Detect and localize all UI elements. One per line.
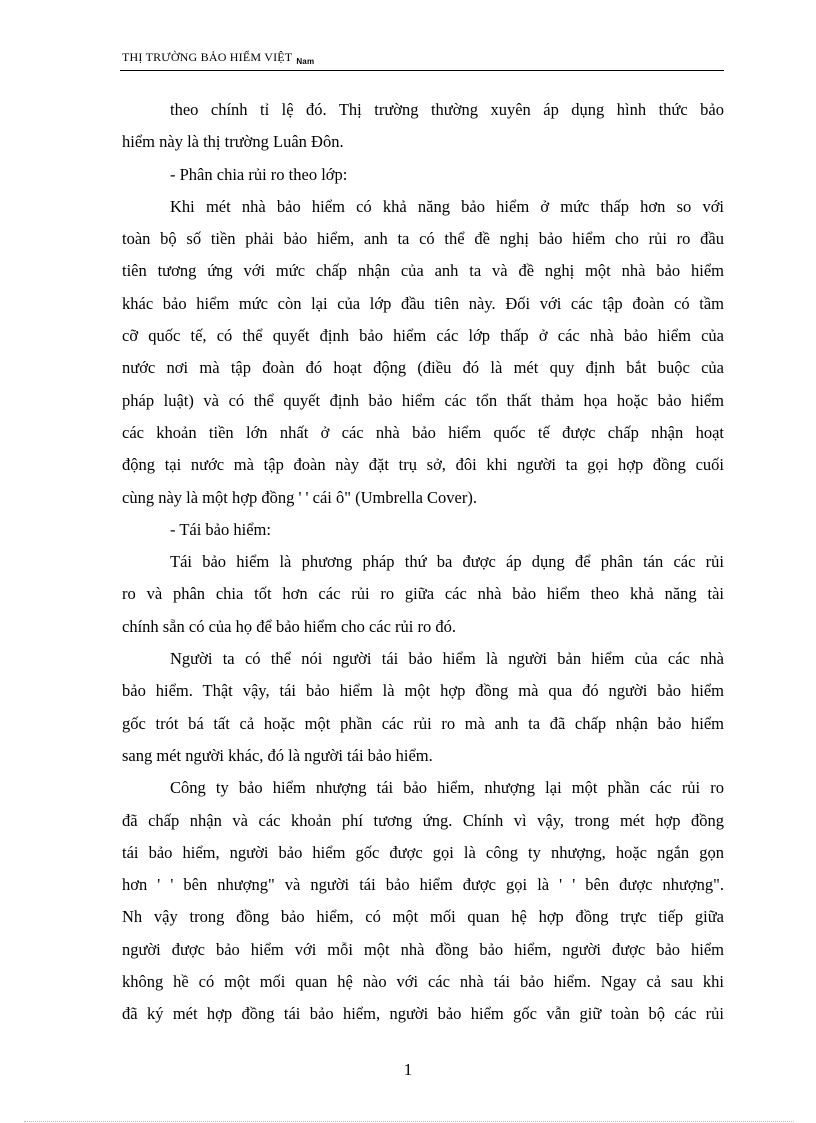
- text-line: Công ty bảo hiểm nhượng tái bảo hiểm, nhượng lại một phần các rủi ro: [170, 778, 724, 798]
- text-line: - Phân chia rủi ro theo lớp:: [170, 164, 348, 184]
- text-line: theo chính tỉ lệ đó. Thị trường thường xuyên áp dụng hình thức bảo: [170, 100, 724, 119]
- document-body: [122, 94, 724, 1031]
- text-line: hơn ' ' bên nhượng" và người tái bảo hiểm được gọi là ' ' bên được nhượng".: [122, 875, 724, 895]
- paragraph: [122, 643, 724, 772]
- text-line: người được bảo hiểm với mỗi một nhà đồng bảo hiểm, người được bảo hiểm: [122, 939, 724, 959]
- paragraph: [122, 159, 724, 191]
- text-line: tái bảo hiểm, người bảo hiểm gốc được gọi là công ty nhượng, hoặc ngắn gọn: [122, 842, 724, 862]
- text-line: Tái bảo hiểm là phương pháp thứ ba được áp dụng để phân tán các rủi: [170, 552, 724, 572]
- text-line: cỡ quốc tế, có thể quyết định bảo hiểm các lớp thấp ở các nhà bảo hiểm của: [122, 326, 724, 346]
- text-line: bảo hiểm. Thật vậy, tái bảo hiểm là một hợp đồng mà qua đó người bảo hiểm: [122, 681, 724, 701]
- text-line: pháp luật) và có thể quyết định bảo hiểm các tổn thất thảm họa hoặc bảo hiểm: [122, 390, 724, 410]
- text-line: động tại nước mà tập đoàn này đặt trụ sở, đôi khi người ta gọi hợp đồng cuối: [122, 455, 724, 475]
- text-line: Khi mét nhà bảo hiểm có khả năng bảo hiểm ở mức thấp hơn so với: [170, 196, 724, 216]
- text-line: gốc trót bá tất cả hoặc một phần các rủi ro mà anh ta đã chấp nhận bảo hiểm: [122, 713, 724, 733]
- paragraph: [122, 546, 724, 643]
- paragraph: [122, 94, 724, 159]
- text-line: các khoản tiền lớn nhất ở các nhà bảo hiểm quốc tế được chấp nhận hoạt: [122, 422, 724, 442]
- text-line: Người ta có thể nói người tái bảo hiểm là người bản hiểm của các nhà: [170, 649, 724, 669]
- header-rule: [120, 70, 724, 71]
- paragraph: [122, 191, 724, 514]
- running-header: [122, 50, 314, 65]
- text-line: hiểm này là thị trường Luân Đôn.: [122, 132, 344, 152]
- text-line: đã ký mét hợp đồng tái bảo hiểm, người bảo hiểm gốc vẫn giữ toàn bộ các rủi: [122, 1004, 724, 1024]
- page-number: 1: [403, 1060, 413, 1079]
- text-line: nước nơi mà tập đoàn đó hoạt động (điều đó là mét quy định bắt buộc của: [122, 358, 724, 378]
- page-bottom-border: [24, 1121, 794, 1122]
- paragraph: [122, 514, 724, 546]
- text-line: Nh vậy trong đồng bảo hiểm, có một mối quan hệ hợp đồng trực tiếp giữa: [122, 907, 724, 927]
- text-line: ro và phân chia tốt hơn các rủi ro giữa các nhà bảo hiểm theo khả năng tài: [122, 584, 724, 604]
- text-line: tiên tương ứng với mức chấp nhận của anh ta và đề nghị một nhà bảo hiểm: [122, 261, 724, 281]
- text-line: đã chấp nhận và các khoản phí tương ứng. Chính vì vậy, trong mét hợp đồng: [122, 810, 724, 830]
- text-line: toàn bộ số tiền phải bảo hiểm, anh ta có thể đề nghị bảo hiểm cho rủi ro đầu: [122, 229, 724, 249]
- text-line: khác bảo hiểm mức còn lại của lớp đầu tiên này. Đối với các tập đoàn có tầm: [122, 293, 724, 313]
- text-line: sang mét người khác, đó là người tái bảo hiểm.: [122, 745, 433, 765]
- header-tail: Nam: [296, 57, 315, 66]
- text-line: cùng này là một hợp đồng ' ' cái ô" (Umbrella Cover).: [122, 487, 477, 507]
- text-line: không hề có một mối quan hệ nào với các nhà tái bảo hiểm. Ngay cả sau khi: [122, 972, 724, 992]
- text-line: chính sẵn có của họ để bảo hiểm cho các rủi ro đó.: [122, 616, 457, 636]
- text-line: - Tái bảo hiểm:: [170, 519, 271, 539]
- header-title: THỊ TRƯỜNG BẢO HIỂM VIỆT: [122, 50, 293, 64]
- paragraph: [122, 772, 724, 1030]
